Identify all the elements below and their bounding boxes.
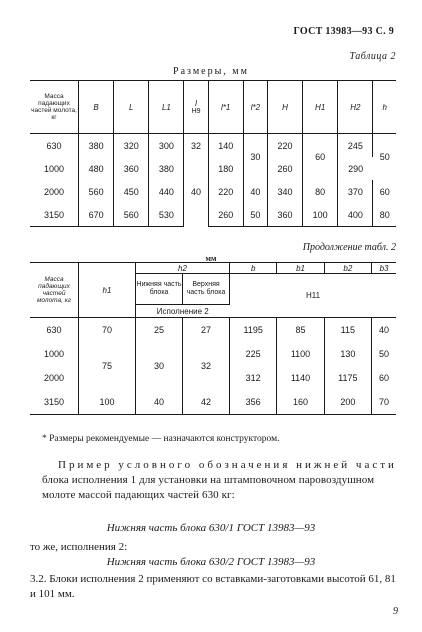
tolerance-H11: H11 [230, 274, 397, 318]
col-header-h: h [373, 81, 396, 134]
footnote: * Размеры рекомендуемые — назначаются конструктором. [42, 434, 280, 444]
cell: 220 [208, 180, 243, 203]
cell: 3150 [30, 203, 79, 227]
cell: 2000 [30, 180, 79, 203]
cell: 1000 [30, 157, 79, 180]
cell: 40 [379, 325, 390, 335]
cell: 50 [243, 203, 267, 227]
sub-header-upper: Верхняя часть блока [183, 274, 230, 305]
cell: 1175 [324, 366, 371, 390]
cell: 50 [379, 349, 390, 359]
cell: 560 [79, 180, 114, 203]
cell: 32 [183, 342, 230, 390]
cell: 1140 [277, 366, 324, 390]
col-header-H2: H2 [338, 81, 373, 134]
col-header-h1: h1 [79, 263, 136, 318]
same-execution-2: то же, исполнения 2: [30, 541, 128, 553]
cell: 360 [267, 203, 302, 227]
col-header-h2: h2 [136, 263, 230, 274]
cell: 530 [149, 203, 184, 227]
cell: 360 [114, 157, 149, 180]
cell: 440 [149, 180, 184, 203]
cell: 450 [114, 180, 149, 203]
cell: 245 [338, 134, 373, 158]
cell: 70 [372, 390, 396, 415]
cell: 560 [114, 203, 149, 227]
cell: 356 [230, 390, 277, 415]
cell: 100 [79, 390, 136, 415]
cell: 312 [230, 366, 277, 390]
cell: 320 [114, 134, 149, 158]
cell: 370 [338, 180, 373, 203]
col-header-L1: L1 [149, 81, 184, 134]
cell: 670 [79, 203, 114, 227]
cell: 32 [184, 134, 208, 158]
table-row [30, 318, 396, 343]
table-header-row [30, 263, 396, 274]
cell: 80 [303, 180, 338, 203]
col-header-b2: b2 [324, 263, 371, 274]
cell: 40 [243, 180, 267, 203]
cell: 630 [30, 318, 79, 343]
col-header-H9-tol: H9 [191, 108, 201, 115]
table-units: Размеры, мм [173, 66, 249, 77]
cell: 1195 [230, 318, 277, 343]
cell: 42 [183, 390, 230, 415]
paragraph-rest: блока исполнения 1 для установки на штамповочном паровоздушном молоте массой падающих частей 630 кг: [42, 474, 375, 501]
col-header-H1: H1 [303, 81, 338, 134]
example-paragraph [42, 458, 398, 503]
page-header: ГОСТ 13983—93 С. 9 [293, 26, 394, 37]
cell: 100 [303, 203, 338, 227]
cell: 70 [79, 318, 136, 343]
col-header-B: B [79, 81, 114, 134]
clause-3-2: 3.2. Блоки исполнения 2 применяют со вставками-заготовками высотой 61, 81 и 101 мм. [30, 573, 396, 600]
dimensions-table-continued [30, 262, 396, 415]
table2-units: мм [205, 254, 217, 263]
cell: 130 [324, 342, 371, 366]
cell: 115 [324, 318, 371, 343]
col-header-b1: b1 [277, 263, 324, 274]
col-header-b3: b3 [372, 263, 396, 274]
cell: 30 [136, 342, 183, 390]
table-row [30, 203, 396, 227]
cell: 225 [230, 342, 277, 366]
cell: 1100 [277, 342, 324, 366]
cell: 380 [149, 157, 184, 180]
cell: 30 [243, 134, 267, 181]
col-header-H9 [184, 81, 208, 134]
table-caption: Таблица 2 [349, 51, 396, 62]
cell: 40 [184, 157, 208, 227]
mass-header: Масса падающих частей молота, кг [30, 81, 79, 134]
cell: 75 [79, 342, 136, 390]
cell: 290 [348, 163, 364, 174]
mass-header: Масса падающих частей молота, кг [30, 263, 79, 318]
cell: 50 [379, 152, 390, 162]
cell: 300 [149, 134, 184, 158]
cell: 180 [208, 157, 243, 180]
cell: 220 [267, 134, 302, 158]
designation-example-1: Нижняя часть блока 630/1 ГОСТ 13983—93 [106, 522, 316, 534]
table-row [30, 180, 396, 203]
designation-example-2: Нижняя часть блока 630/2 ГОСТ 13983—93 [106, 556, 316, 568]
cell: 27 [183, 318, 230, 343]
col-header-H: H [267, 81, 302, 134]
table-row [30, 134, 396, 158]
sub-header-lower: Нижняя часть блока [136, 274, 183, 305]
col-header-l1: l*1 [208, 81, 243, 134]
cell: 480 [79, 157, 114, 180]
table-header-row [30, 81, 396, 134]
cell: 1000 [30, 342, 79, 366]
col-header-L: L [114, 81, 149, 134]
cell: 140 [208, 134, 243, 158]
table-row [30, 390, 396, 415]
cell: 2000 [30, 366, 79, 390]
cell: 630 [30, 134, 79, 158]
cell: 400 [338, 203, 373, 227]
cell: 260 [267, 157, 302, 180]
cell: 60 [303, 134, 338, 181]
table-row [30, 157, 396, 180]
cell: 160 [277, 390, 324, 415]
col-header-H9-top: l [195, 99, 197, 108]
paragraph-lead: Пример условного обозначения нижней части [58, 459, 397, 471]
cell: 85 [277, 318, 324, 343]
execution-label: Исполнение 2 [136, 305, 230, 318]
cell: 25 [136, 318, 183, 343]
col-header-l2: l*2 [243, 81, 267, 134]
cell: 340 [267, 180, 302, 203]
table-row [30, 342, 396, 366]
col-header-b: b [230, 263, 277, 274]
dimensions-table [30, 80, 396, 227]
cell: 60 [379, 373, 390, 383]
continuation-caption: Продолжение табл. 2 [302, 242, 396, 253]
cell: 3150 [30, 390, 79, 415]
cell: 260 [208, 203, 243, 227]
cell: 40 [136, 390, 183, 415]
page-number: 9 [393, 606, 398, 617]
cell: 200 [324, 390, 371, 415]
cell: 380 [79, 134, 114, 158]
cell: 60 [379, 186, 390, 197]
cell: 80 [373, 203, 396, 227]
